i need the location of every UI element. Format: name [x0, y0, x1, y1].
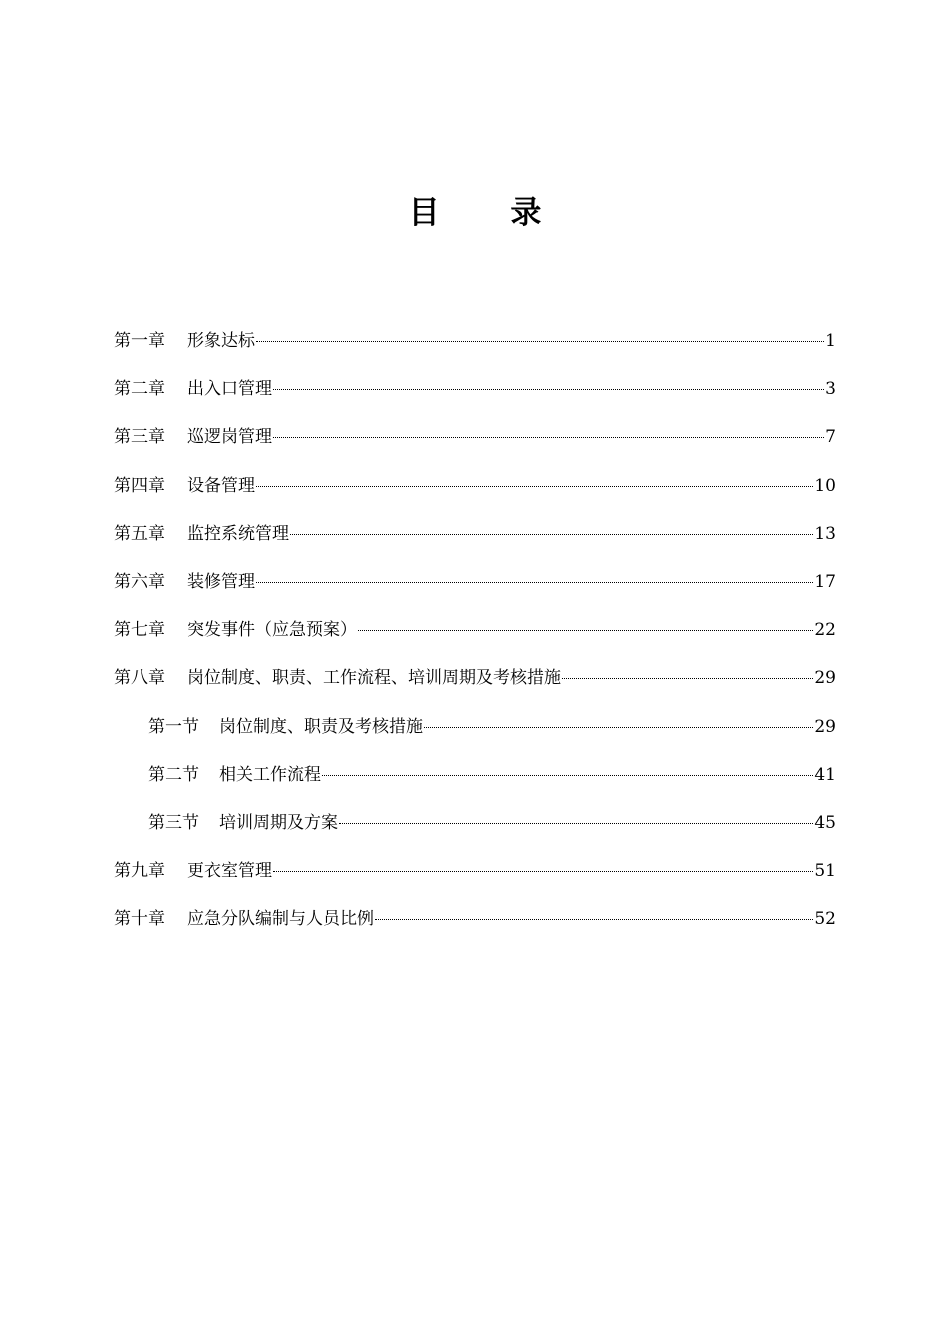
toc-chapter-label: 第一章 [114, 331, 165, 351]
dot-leader [273, 389, 824, 390]
toc-chapter-label: 第九章 [114, 861, 165, 882]
toc-entry-title: 岗位制度、职责及考核措施 [219, 716, 423, 737]
toc-page-number: 29 [814, 716, 836, 737]
toc-page-number: 1 [825, 331, 836, 351]
toc-entry-title: 监控系统管理 [187, 523, 289, 544]
dot-leader [322, 775, 813, 776]
dot-leader [290, 534, 813, 535]
dot-leader [273, 437, 824, 438]
toc-page-number: 3 [825, 379, 836, 400]
toc-chapter-label: 第四章 [114, 475, 165, 496]
toc-entry-title: 设备管理 [187, 475, 255, 496]
toc-chapter-label: 第十章 [114, 909, 165, 930]
toc-entry[interactable] [114, 422, 836, 470]
toc-entry-title: 突发事件（应急预案） [187, 620, 357, 641]
toc-chapter-label: 第五章 [114, 523, 165, 544]
toc-entry[interactable] [114, 519, 836, 567]
toc-entry[interactable] [114, 567, 836, 615]
toc-section-label: 第一节 [148, 716, 199, 737]
toc-entry[interactable] [114, 856, 836, 904]
toc-entry-title: 相关工作流程 [219, 764, 321, 785]
toc-entry-title: 装修管理 [187, 571, 255, 592]
toc-page-number: 7 [825, 427, 836, 448]
toc-entry[interactable] [114, 326, 836, 374]
table-of-contents [114, 326, 836, 952]
toc-chapter-label: 第二章 [114, 379, 165, 400]
toc-section-label: 第三节 [148, 812, 199, 833]
toc-page-number: 22 [814, 620, 836, 641]
dot-leader [375, 919, 813, 920]
toc-chapter-label: 第七章 [114, 620, 165, 641]
dot-leader [256, 582, 813, 583]
dot-leader [273, 871, 813, 872]
toc-page-number: 13 [814, 523, 836, 544]
toc-entry[interactable] [114, 904, 836, 952]
toc-entry[interactable] [114, 760, 836, 808]
toc-entry[interactable] [114, 374, 836, 422]
toc-page-number: 52 [814, 909, 836, 930]
toc-page-number: 17 [814, 571, 836, 592]
dot-leader [339, 823, 813, 824]
toc-entry-title: 形象达标 [187, 331, 255, 351]
dot-leader [358, 630, 813, 631]
dot-leader [256, 486, 813, 487]
dot-leader [562, 678, 813, 679]
toc-entry-title: 巡逻岗管理 [187, 427, 272, 448]
toc-page-number: 45 [814, 812, 836, 833]
toc-entry-title: 培训周期及方案 [219, 812, 338, 833]
toc-entry[interactable] [114, 663, 836, 711]
toc-chapter-label: 第六章 [114, 571, 165, 592]
toc-page-number: 29 [814, 668, 836, 689]
toc-entry-title: 出入口管理 [187, 379, 272, 400]
toc-entry-title: 更衣室管理 [187, 861, 272, 882]
toc-entry-title: 应急分队编制与人员比例 [187, 909, 374, 930]
toc-page-number: 10 [814, 475, 836, 496]
toc-section-label: 第二节 [148, 764, 199, 785]
toc-chapter-label: 第八章 [114, 668, 165, 689]
dot-leader [256, 341, 824, 342]
toc-entry[interactable] [114, 471, 836, 519]
toc-entry[interactable] [114, 615, 836, 663]
toc-page-number: 51 [814, 861, 836, 882]
toc-entry[interactable] [114, 712, 836, 760]
toc-page-number: 41 [814, 764, 836, 785]
toc-entry[interactable] [114, 808, 836, 856]
toc-entry-title: 岗位制度、职责、工作流程、培训周期及考核措施 [187, 668, 561, 689]
toc-chapter-label: 第三章 [114, 427, 165, 448]
page-title: 目 录 [408, 195, 572, 231]
dot-leader [424, 727, 813, 728]
